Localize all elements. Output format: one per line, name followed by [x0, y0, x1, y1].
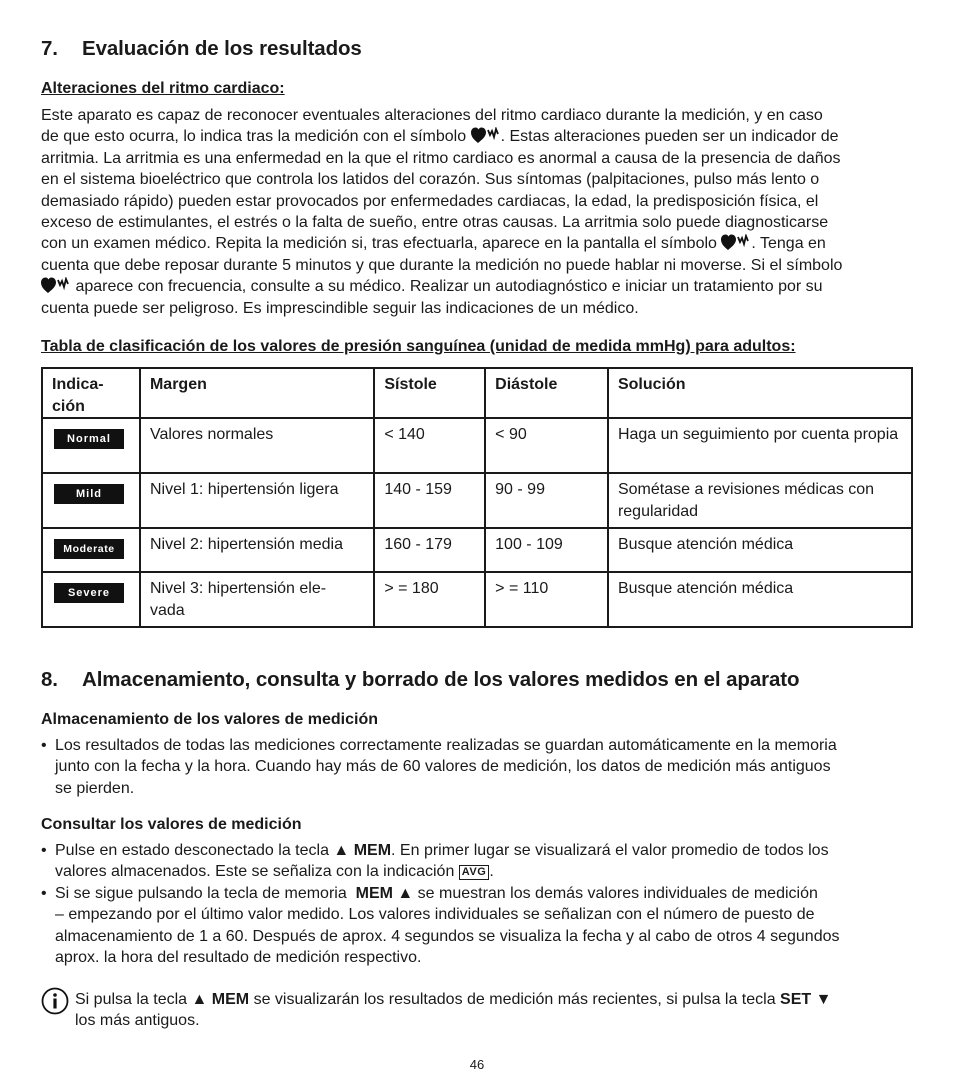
consult-bullets	[41, 840, 915, 968]
mem-key-label: ▲ MEM	[333, 842, 392, 859]
text-span: . Estas alteraciones pueden ser un indicador de	[500, 128, 839, 146]
indication-cell	[42, 572, 140, 627]
arrhythmia-heart-icon	[471, 127, 501, 144]
indication-cell	[42, 473, 140, 528]
text-line: demasiado rápido) pueden estar provocados por enfermedades cardiacas, la edad, la predisposición física, el	[41, 192, 819, 210]
solution-cell: Busque atención médica	[608, 528, 912, 572]
info-icon	[41, 987, 69, 1015]
text-span: . Tenga en	[751, 235, 826, 253]
list-item	[41, 883, 915, 969]
table-row	[42, 473, 912, 528]
text-line: exceso de estimulantes, el estrés o la falta de sueño, entre otras causas. La arritmia solo puede diagnosticarse	[41, 213, 829, 231]
text-line	[55, 840, 915, 861]
storage-bullets	[41, 735, 915, 799]
list-item	[41, 840, 915, 883]
header-systole: Sístole	[374, 368, 485, 418]
info-note	[41, 989, 915, 1032]
text-line: junto con la fecha y la hora. Cuando hay más de 60 valores de medición, los datos de medición más antiguos	[55, 758, 831, 776]
diastole-cell: 100 - 109	[485, 528, 608, 572]
text-span: .	[489, 863, 494, 881]
solution-cell: Busque atención médica	[608, 572, 912, 627]
text-line: los más antiguos.	[75, 1012, 200, 1030]
list-item	[41, 735, 915, 799]
table-title: Tabla de clasificación de los valores de presión sanguínea (unidad de medida mmHg) para adultos:	[41, 338, 796, 355]
text-span: de que esto ocurra, lo indica tras la medición con el símbolo	[41, 128, 467, 146]
text-line: cuenta que debe reposar durante 5 minutos y que durante la medición no puede hablar ni moverse. Si el símbolo	[41, 256, 843, 274]
section-number: 8.	[41, 668, 58, 691]
avg-indicator-icon: AVG	[459, 865, 490, 880]
status-badge: Moderate	[54, 539, 124, 559]
solution-cell: Sométase a revisiones médicas con regularidad	[608, 473, 912, 528]
text-span: con un examen médico. Repita la medición si, tras efectuarla, aparece en la pantalla el símbolo	[41, 235, 717, 253]
status-badge: Normal	[54, 429, 124, 449]
text-span: Si se sigue pulsando la tecla de memoria	[55, 884, 356, 902]
page-number: 46	[469, 1057, 485, 1072]
arrhythmia-heart-icon	[721, 234, 751, 251]
table-row	[42, 418, 912, 473]
section-8-heading	[41, 668, 799, 692]
text-line	[41, 233, 915, 254]
text-line	[75, 989, 915, 1010]
header-margin: Margen	[140, 368, 374, 418]
indication-cell	[42, 418, 140, 473]
arrhythmia-paragraph	[41, 105, 915, 319]
text-line	[41, 276, 915, 297]
status-badge: Severe	[54, 583, 124, 603]
margin-cell: Valores normales	[140, 418, 374, 473]
margin-cell: Nivel 3: hipertensión ele- vada	[140, 572, 374, 627]
section-title: Almacenamiento, consulta y borrado de los valores medidos en el aparato	[82, 668, 800, 691]
table-row	[42, 528, 912, 572]
text-line: cuenta puede ser peligroso. Es imprescindible seguir las indicaciones de un médico.	[41, 299, 639, 317]
text-span: . En primer lugar se visualizará el valor promedio de todos los	[391, 842, 829, 859]
header-diastole: Diástole	[485, 368, 608, 418]
solution-cell: Haga un seguimiento por cuenta propia	[608, 418, 912, 473]
systole-cell: 160 - 179	[374, 528, 485, 572]
text-line	[41, 126, 915, 147]
blood-pressure-table	[41, 367, 913, 628]
section-title: Evaluación de los resultados	[82, 37, 362, 60]
margin-cell: Nivel 1: hipertensión ligera	[140, 473, 374, 528]
section-7-heading	[41, 37, 362, 61]
text-line: aprox. la hora del resultado de medición respectivo.	[55, 948, 422, 966]
text-line	[55, 883, 915, 904]
systole-cell: 140 - 159	[374, 473, 485, 528]
mem-key-label: MEM ▲	[355, 884, 414, 902]
text-span: se muestran los demás valores individuales de medición	[413, 884, 818, 902]
text-span: se visualizarán los resultados de medición más recientes, si pulsa la tecla	[249, 991, 781, 1008]
section-number: 7.	[41, 37, 58, 60]
table-row	[42, 572, 912, 627]
consult-subtitle: Consultar los valores de medición	[41, 816, 302, 833]
header-solution: Solución	[608, 368, 912, 418]
status-badge: Mild	[54, 484, 124, 504]
header-indication: Indica- ción	[42, 368, 140, 418]
text-line: • Los resultados de todas las mediciones correctamente realizadas se guardan automáticamente en la memoria	[55, 737, 837, 754]
table-header-row	[42, 368, 912, 418]
text-line: arritmia. La arritmia es una enfermedad en la que el ritmo cardiaco es anormal a causa de la presencia de daños	[41, 149, 841, 167]
systole-cell: > = 180	[374, 572, 485, 627]
diastole-cell: > = 110	[485, 572, 608, 627]
text-span: aparece con frecuencia, consulte a su médico. Realizar un autodiagnóstico e iniciar un tratamiento por su	[75, 278, 823, 296]
margin-cell: Nivel 2: hipertensión media	[140, 528, 374, 572]
text-line	[55, 861, 915, 882]
text-line: en el sistema bioeléctrico que controla los latidos del corazón. Sus síntomas (palpitaciones, pulso más lento o	[41, 171, 820, 189]
diastole-cell: 90 - 99	[485, 473, 608, 528]
text-span: Si pulsa la tecla	[75, 991, 192, 1008]
set-key-label: SET ▼	[780, 991, 832, 1008]
text-span: Pulse en estado desconectado la tecla	[55, 842, 334, 859]
indication-cell	[42, 528, 140, 572]
mem-key-label: ▲ MEM	[191, 991, 250, 1008]
storage-subtitle: Almacenamiento de los valores de medición	[41, 711, 378, 728]
text-span: valores almacenados. Este se señaliza con la indicación	[55, 863, 459, 881]
arrhythmia-heart-icon	[41, 277, 71, 294]
text-line: – empezando por el último valor medido. Los valores individuales se señalizan con el número de puesto de	[55, 906, 815, 924]
text-line: almacenamiento de 1 a 60. Después de aprox. 4 segundos se visualiza la fecha y al cabo de otros 4 segundos	[55, 927, 840, 945]
arrhythmia-subtitle: Alteraciones del ritmo cardiaco:	[41, 80, 285, 97]
text-line: se pierden.	[55, 779, 135, 797]
diastole-cell: < 90	[485, 418, 608, 473]
info-text	[41, 989, 915, 1032]
systole-cell: < 140	[374, 418, 485, 473]
text-line: Este aparato es capaz de reconocer eventuales alteraciones del ritmo cardiaco durante la medición, y en caso	[41, 107, 823, 124]
